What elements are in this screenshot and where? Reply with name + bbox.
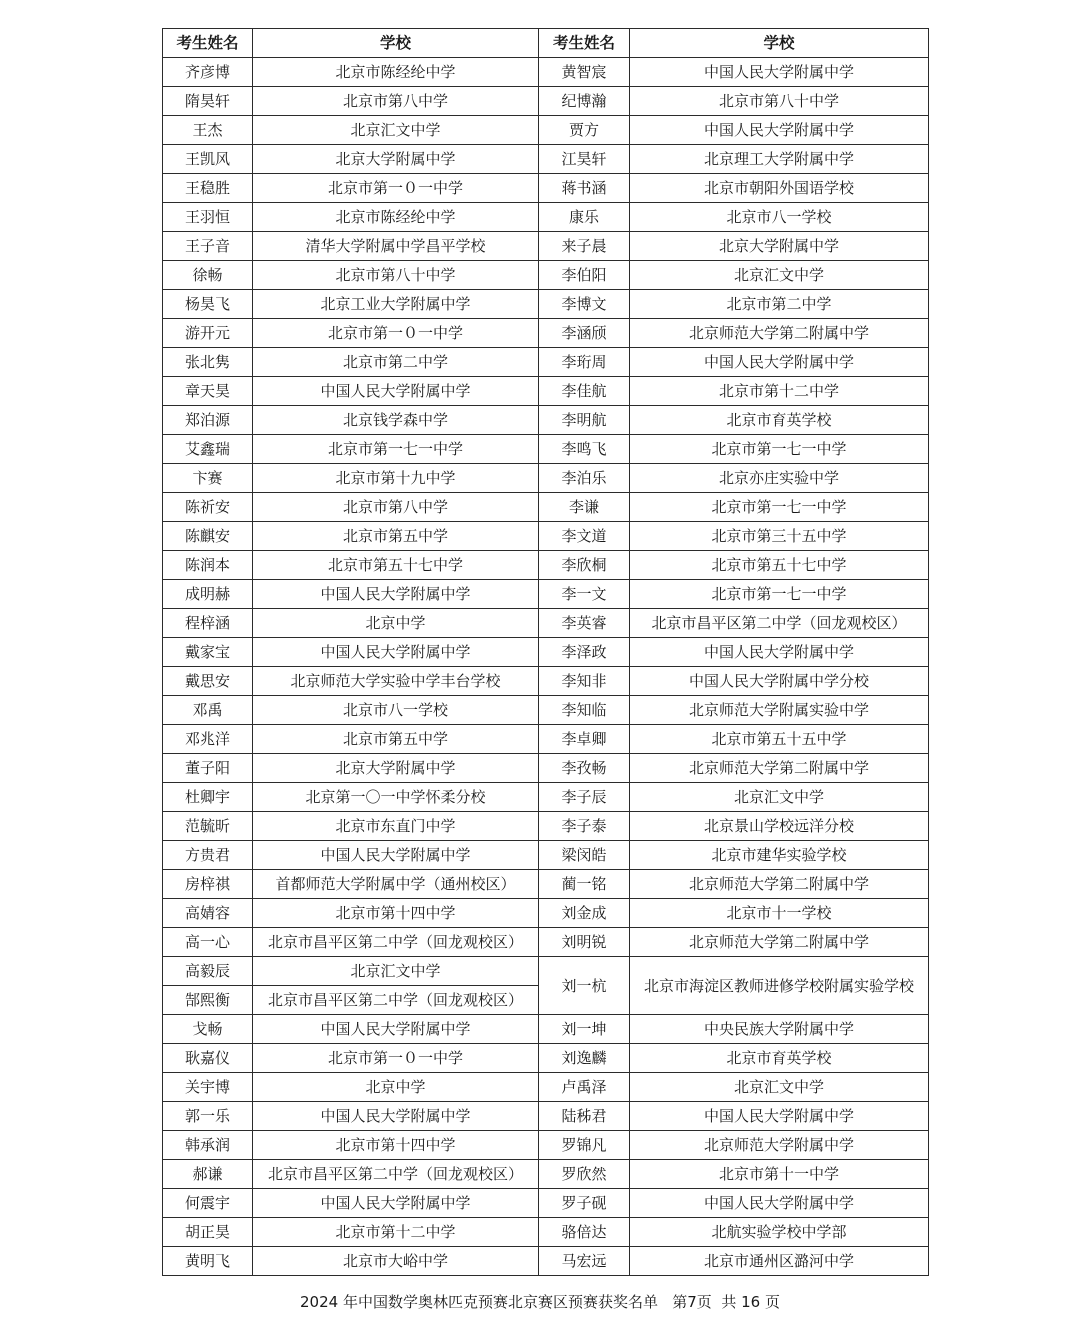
cell-name-right: 李佳航 [539, 377, 630, 406]
table-row [163, 377, 929, 406]
cell-name-right-merged: 刘一杭 [539, 957, 630, 1015]
cell-name-left: 郑泊源 [163, 406, 253, 435]
table-row [163, 754, 929, 783]
cell-name-right: 刘金成 [539, 899, 630, 928]
cell-name-right: 李鸣飞 [539, 435, 630, 464]
cell-name-left: 房梓祺 [163, 870, 253, 899]
cell-name-right: 黄智宸 [539, 58, 630, 87]
cell-name-left: 胡正昊 [163, 1218, 253, 1247]
cell-name-right: 罗子砚 [539, 1189, 630, 1218]
cell-name-left: 徐畅 [163, 261, 253, 290]
table-row [163, 145, 929, 174]
cell-name-right: 李卓卿 [539, 725, 630, 754]
table-body [163, 58, 929, 1276]
cell-name-left: 王子音 [163, 232, 253, 261]
cell-school-right: 北京理工大学附属中学 [630, 145, 929, 174]
cell-school-right: 北京市育英学校 [630, 1044, 929, 1073]
cell-name-left: 关宇博 [163, 1073, 253, 1102]
cell-name-right: 李一文 [539, 580, 630, 609]
table-row [163, 1247, 929, 1276]
cell-school-right: 中国人民大学附属中学 [630, 348, 929, 377]
cell-name-right: 李孜畅 [539, 754, 630, 783]
cell-school-left: 北京大学附属中学 [253, 145, 539, 174]
cell-school-right: 北京师范大学第二附属中学 [630, 928, 929, 957]
cell-school-left: 中国人民大学附属中学 [253, 841, 539, 870]
cell-school-left: 北京市大峪中学 [253, 1247, 539, 1276]
cell-school-right: 北京亦庄实验中学 [630, 464, 929, 493]
cell-school-left: 北京市第一０一中学 [253, 1044, 539, 1073]
cell-name-left: 齐彦博 [163, 58, 253, 87]
cell-school-right: 中央民族大学附属中学 [630, 1015, 929, 1044]
cell-school-left: 北京市第五中学 [253, 725, 539, 754]
cell-school-left: 北京市昌平区第二中学（回龙观校区） [253, 986, 539, 1015]
cell-school-left: 北京市第一０一中学 [253, 319, 539, 348]
cell-name-right: 李文道 [539, 522, 630, 551]
table-row [163, 580, 929, 609]
cell-school-left: 中国人民大学附属中学 [253, 1102, 539, 1131]
cell-name-right: 李知临 [539, 696, 630, 725]
cell-school-right: 北京师范大学第二附属中学 [630, 319, 929, 348]
cell-school-right: 中国人民大学附属中学 [630, 638, 929, 667]
cell-name-right: 李泊乐 [539, 464, 630, 493]
cell-school-right: 北京市第三十五中学 [630, 522, 929, 551]
table-row [163, 1102, 929, 1131]
table-row [163, 522, 929, 551]
cell-name-left: 王凯风 [163, 145, 253, 174]
cell-school-left: 北京市第十二中学 [253, 1218, 539, 1247]
cell-name-right: 李子辰 [539, 783, 630, 812]
cell-school-left: 北京市第一０一中学 [253, 174, 539, 203]
cell-school-right: 北京师范大学附属中学 [630, 1131, 929, 1160]
cell-name-left: 杜卿宇 [163, 783, 253, 812]
header-row [163, 29, 929, 58]
cell-school-left: 北京市昌平区第二中学（回龙观校区） [253, 928, 539, 957]
table-row [163, 58, 929, 87]
table-header [163, 29, 929, 58]
header-school-left: 学校 [253, 29, 539, 58]
table-row [163, 1218, 929, 1247]
table-row [163, 203, 929, 232]
cell-name-right: 李明航 [539, 406, 630, 435]
cell-name-right: 李英睿 [539, 609, 630, 638]
cell-school-left: 北京市第十四中学 [253, 899, 539, 928]
cell-name-right: 李涵颀 [539, 319, 630, 348]
table-row [163, 464, 929, 493]
cell-name-right: 江昊轩 [539, 145, 630, 174]
cell-name-left: 程梓涵 [163, 609, 253, 638]
table-row [163, 638, 929, 667]
table-row [163, 1160, 929, 1189]
cell-name-right: 梁闵皓 [539, 841, 630, 870]
table-row [163, 232, 929, 261]
cell-name-left: 王杰 [163, 116, 253, 145]
cell-name-left: 耿嘉仪 [163, 1044, 253, 1073]
cell-name-left: 陈麒安 [163, 522, 253, 551]
cell-name-left: 方贵君 [163, 841, 253, 870]
cell-school-left: 北京市昌平区第二中学（回龙观校区） [253, 1160, 539, 1189]
cell-name-left: 卞赛 [163, 464, 253, 493]
cell-name-right: 李谦 [539, 493, 630, 522]
cell-name-right: 蒋书涵 [539, 174, 630, 203]
cell-school-left: 北京市第一七一中学 [253, 435, 539, 464]
cell-school-right: 北京师范大学第二附属中学 [630, 754, 929, 783]
page-footer: 2024 年中国数学奥林匹克预赛北京赛区预赛获奖名单 第7页 共 16 页 [300, 1293, 780, 1311]
cell-school-right: 中国人民大学附属中学 [630, 1102, 929, 1131]
cell-school-right: 北京市朝阳外国语学校 [630, 174, 929, 203]
cell-school-left: 北京市第十四中学 [253, 1131, 539, 1160]
cell-school-right: 北京汇文中学 [630, 261, 929, 290]
table-row [163, 667, 929, 696]
cell-school-right: 北京市第一七一中学 [630, 435, 929, 464]
cell-name-right: 卢禹泽 [539, 1073, 630, 1102]
cell-name-right: 李博文 [539, 290, 630, 319]
cell-name-left: 郝谦 [163, 1160, 253, 1189]
cell-name-right: 李伯阳 [539, 261, 630, 290]
cell-school-left: 北京市陈经纶中学 [253, 58, 539, 87]
cell-school-left: 北京市第八十中学 [253, 261, 539, 290]
cell-school-right: 北京师范大学第二附属中学 [630, 870, 929, 899]
cell-name-left: 成明赫 [163, 580, 253, 609]
cell-name-right: 罗锦凡 [539, 1131, 630, 1160]
cell-name-right: 康乐 [539, 203, 630, 232]
table-row [163, 1044, 929, 1073]
cell-name-right: 马宏远 [539, 1247, 630, 1276]
table-row [163, 1015, 929, 1044]
cell-name-right: 李珩周 [539, 348, 630, 377]
cell-school-right: 中国人民大学附属中学 [630, 116, 929, 145]
table-row [163, 551, 929, 580]
cell-school-left: 北京市第八中学 [253, 87, 539, 116]
cell-school-right: 北京汇文中学 [630, 1073, 929, 1102]
table-row [163, 493, 929, 522]
cell-name-right: 刘明锐 [539, 928, 630, 957]
cell-school-right: 北京市第一七一中学 [630, 493, 929, 522]
cell-name-left: 高婧容 [163, 899, 253, 928]
cell-school-left: 北京市陈经纶中学 [253, 203, 539, 232]
cell-school-left: 北京汇文中学 [253, 957, 539, 986]
table-row [163, 609, 929, 638]
cell-name-left: 游开元 [163, 319, 253, 348]
cell-name-left: 郜熙衡 [163, 986, 253, 1015]
cell-name-left: 戈畅 [163, 1015, 253, 1044]
cell-name-left: 戴家宝 [163, 638, 253, 667]
cell-name-right: 陆秭君 [539, 1102, 630, 1131]
cell-school-right-merged: 北京市海淀区教师进修学校附属实验学校 [630, 957, 929, 1015]
cell-school-right: 北京市第八十中学 [630, 87, 929, 116]
cell-name-left: 杨昊飞 [163, 290, 253, 319]
cell-school-left: 北京工业大学附属中学 [253, 290, 539, 319]
cell-name-right: 罗欣然 [539, 1160, 630, 1189]
cell-school-right: 北京市育英学校 [630, 406, 929, 435]
cell-name-left: 张北隽 [163, 348, 253, 377]
cell-school-right: 北京市第五十七中学 [630, 551, 929, 580]
cell-school-right: 北京师范大学附属实验中学 [630, 696, 929, 725]
cell-school-right: 北京市建华实验学校 [630, 841, 929, 870]
cell-name-left: 董子阳 [163, 754, 253, 783]
cell-name-right: 骆倍达 [539, 1218, 630, 1247]
cell-school-left: 中国人民大学附属中学 [253, 377, 539, 406]
cell-name-left: 邓兆洋 [163, 725, 253, 754]
cell-school-left: 北京汇文中学 [253, 116, 539, 145]
table-row [163, 928, 929, 957]
award-roster-table [162, 28, 929, 1276]
cell-school-left: 北京钱学森中学 [253, 406, 539, 435]
cell-school-right: 中国人民大学附属中学分校 [630, 667, 929, 696]
table-row [163, 812, 929, 841]
cell-school-left: 中国人民大学附属中学 [253, 580, 539, 609]
cell-school-left: 北京中学 [253, 609, 539, 638]
cell-school-right: 北京大学附属中学 [630, 232, 929, 261]
table-row [163, 174, 929, 203]
cell-school-left: 北京市东直门中学 [253, 812, 539, 841]
cell-school-left: 北京中学 [253, 1073, 539, 1102]
table-row [163, 116, 929, 145]
cell-name-left: 何震宇 [163, 1189, 253, 1218]
cell-school-right: 北京市通州区潞河中学 [630, 1247, 929, 1276]
cell-school-left: 北京市第五十七中学 [253, 551, 539, 580]
cell-school-right: 北航实验学校中学部 [630, 1218, 929, 1247]
table-row [163, 783, 929, 812]
table-row [163, 261, 929, 290]
cell-school-left: 北京市八一学校 [253, 696, 539, 725]
header-name-left: 考生姓名 [163, 29, 253, 58]
cell-school-left: 北京市第五中学 [253, 522, 539, 551]
cell-name-left: 黄明飞 [163, 1247, 253, 1276]
table-row [163, 87, 929, 116]
cell-school-right: 北京汇文中学 [630, 783, 929, 812]
table-row [163, 1131, 929, 1160]
cell-school-right: 北京市第十二中学 [630, 377, 929, 406]
cell-school-left: 北京第一〇一中学怀柔分校 [253, 783, 539, 812]
table-row [163, 957, 929, 986]
table-row [163, 406, 929, 435]
cell-school-right: 北京景山学校远洋分校 [630, 812, 929, 841]
table-row [163, 435, 929, 464]
cell-school-left: 中国人民大学附属中学 [253, 638, 539, 667]
cell-school-right: 北京市第一七一中学 [630, 580, 929, 609]
table-row [163, 696, 929, 725]
cell-name-right: 李欣桐 [539, 551, 630, 580]
cell-name-right: 蔺一铭 [539, 870, 630, 899]
cell-school-right: 北京市第二中学 [630, 290, 929, 319]
cell-school-left: 北京市第十九中学 [253, 464, 539, 493]
cell-name-left: 高毅辰 [163, 957, 253, 986]
table-row [163, 319, 929, 348]
cell-name-left: 陈润本 [163, 551, 253, 580]
cell-school-left: 中国人民大学附属中学 [253, 1015, 539, 1044]
cell-name-left: 邓禹 [163, 696, 253, 725]
cell-name-left: 高一心 [163, 928, 253, 957]
table-row [163, 870, 929, 899]
table-row [163, 1189, 929, 1218]
table-row [163, 1073, 929, 1102]
cell-name-left: 王稳胜 [163, 174, 253, 203]
cell-school-right: 北京市第十一中学 [630, 1160, 929, 1189]
header-name-right: 考生姓名 [539, 29, 630, 58]
cell-school-right: 中国人民大学附属中学 [630, 1189, 929, 1218]
cell-school-right: 北京市昌平区第二中学（回龙观校区） [630, 609, 929, 638]
cell-school-left: 中国人民大学附属中学 [253, 1189, 539, 1218]
cell-name-right: 李知非 [539, 667, 630, 696]
table-row [163, 290, 929, 319]
cell-school-left: 北京市第八中学 [253, 493, 539, 522]
cell-school-left: 北京大学附属中学 [253, 754, 539, 783]
cell-name-right: 李泽政 [539, 638, 630, 667]
cell-name-left: 章天昊 [163, 377, 253, 406]
cell-school-right: 北京市十一学校 [630, 899, 929, 928]
cell-name-right: 刘一坤 [539, 1015, 630, 1044]
cell-school-left: 北京市第二中学 [253, 348, 539, 377]
cell-name-left: 韩承润 [163, 1131, 253, 1160]
cell-name-right: 贾方 [539, 116, 630, 145]
header-school-right: 学校 [630, 29, 929, 58]
cell-name-left: 范毓昕 [163, 812, 253, 841]
cell-name-right: 刘逸麟 [539, 1044, 630, 1073]
cell-name-right: 来子晨 [539, 232, 630, 261]
cell-school-right: 北京市八一学校 [630, 203, 929, 232]
table-row [163, 348, 929, 377]
cell-name-left: 王羽恒 [163, 203, 253, 232]
cell-name-left: 戴思安 [163, 667, 253, 696]
cell-name-left: 郭一乐 [163, 1102, 253, 1131]
table-row [163, 841, 929, 870]
cell-name-left: 隋昊轩 [163, 87, 253, 116]
cell-school-right: 中国人民大学附属中学 [630, 58, 929, 87]
cell-school-right: 北京市第五十五中学 [630, 725, 929, 754]
cell-school-left: 首都师范大学附属中学（通州校区） [253, 870, 539, 899]
cell-name-right: 李子泰 [539, 812, 630, 841]
table-row [163, 899, 929, 928]
cell-name-left: 艾鑫瑞 [163, 435, 253, 464]
cell-name-right: 纪博瀚 [539, 87, 630, 116]
cell-school-left: 清华大学附属中学昌平学校 [253, 232, 539, 261]
table-row [163, 725, 929, 754]
cell-school-left: 北京师范大学实验中学丰台学校 [253, 667, 539, 696]
cell-name-left: 陈祈安 [163, 493, 253, 522]
